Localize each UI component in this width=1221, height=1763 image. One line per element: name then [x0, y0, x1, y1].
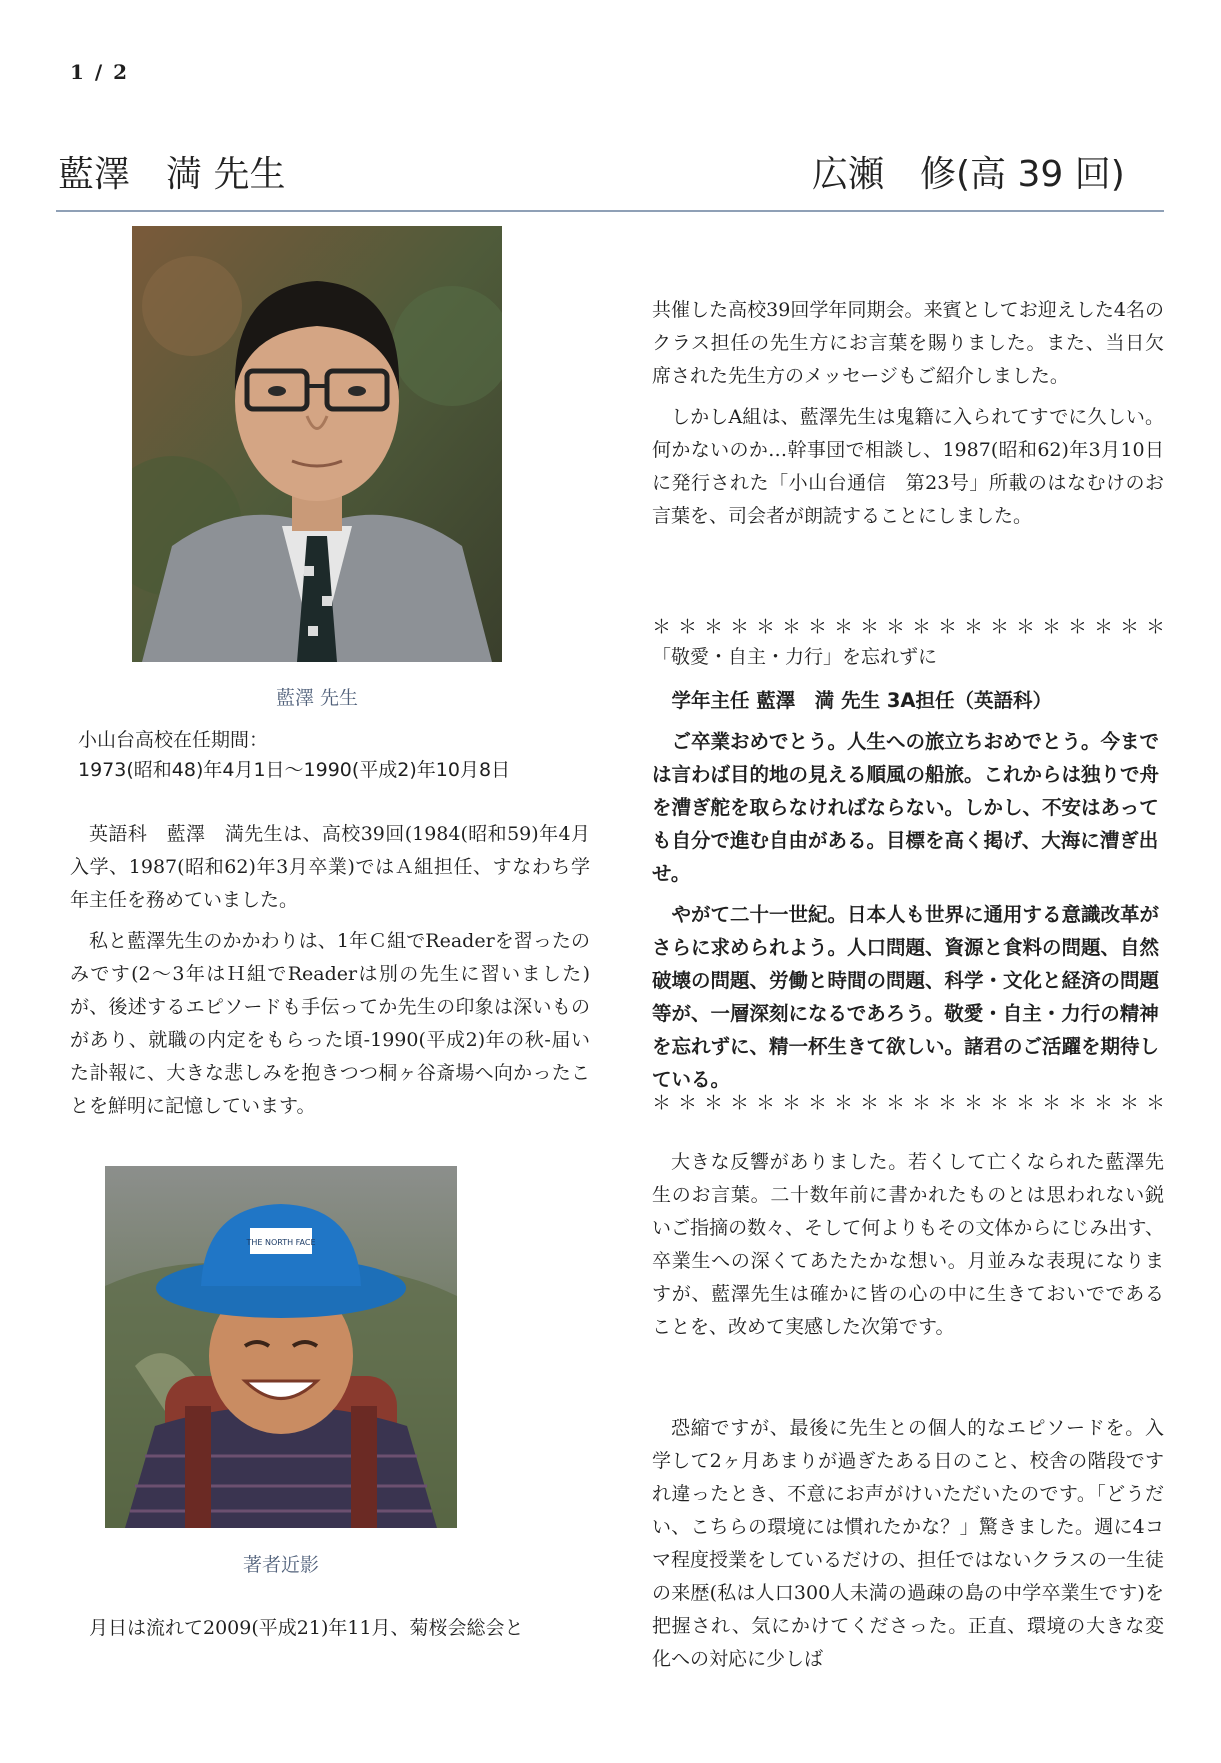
farewell-message: [652, 684, 1164, 1104]
paragraph-2009: 月日は流れて2009(平成21)年11月、菊桜会総会と: [89, 1617, 524, 1639]
author-portrait-photo: [105, 1166, 457, 1528]
star-divider-bottom: ＊＊＊＊＊＊＊＊＊＊＊＊＊＊＊＊＊＊＊＊: [652, 1092, 1173, 1114]
message-paragraph-1: ご卒業おめでとう。人生への旅立ちおめでとう。今までは言わば目的地の見える順風の船旅。これからは独りで舟を漕ぎ舵を取らなければならない。しかし、不安はあっても自分で進む自由がある。目標を高く掲げ、大海に漕ぎ出せ。: [652, 730, 1160, 885]
article-author: 広瀬 修(高 39 回): [812, 154, 1125, 195]
paragraph-reaction: 大きな反響がありました。若くして亡くなられた藍澤先生のお言葉。二十数年前に書かれたものとは思われない鋭いご指摘の数々、そして何よりもその文体からにじみ出す、卒業生への深くてあたたかな想い。月並みな表現になりますが、藍澤先生は確かに皆の心の中に生きておいでであることを、改めて実感した次第です。: [652, 1151, 1164, 1338]
paragraph-episode: 恐縮ですが、最後に先生との個人的なエピソードを。入学して2ヶ月あまりが過ぎたある日のこと、校舎の階段ですれ違ったとき、不意にお声がけいただいたのです。「どうだい、こちらの環境には慣れたかな？」驚きました。週に4コマ程度授業をしているだけの、担任ではないクラスの一生徒の来歴(私は人口300人未満の過疎の島の中学卒業生です)を把握され、気にかけてくださった。正直、環境の大きな変化への対応に少しば: [652, 1417, 1164, 1670]
tenure-label: 小山台高校在任期間：: [78, 729, 269, 751]
left-bottom-text: [70, 1612, 590, 1653]
article-title: 藍澤 満 先生: [58, 154, 286, 195]
header-divider: [56, 210, 1164, 212]
author-photo-caption: 著者近影: [242, 1554, 319, 1576]
left-body-text: [70, 818, 590, 1131]
page-number: 1 / 2: [70, 60, 130, 84]
tenure-dates: 1973(昭和48)年4月1日～1990(平成2)年10月8日: [78, 759, 511, 781]
teacher-portrait-photo: [132, 226, 502, 662]
teacher-photo-caption: 藍澤 先生: [275, 687, 359, 709]
tenure-info: [78, 725, 598, 785]
right-episode-text: [652, 1412, 1164, 1684]
message-title: 「敬愛・自主・力行」を忘れずに: [652, 646, 938, 668]
paragraph-reunion: 共催した高校39回学年同期会。来賓としてお迎えした4名のクラス担任の先生方にお言葉を賜りました。また、当日欠席された先生方のメッセージもご紹介しました。: [652, 299, 1164, 387]
star-divider-top: ＊＊＊＊＊＊＊＊＊＊＊＊＊＊＊＊＊＊＊＊: [652, 616, 1173, 638]
right-reaction-text: [652, 1146, 1164, 1352]
paragraph-a-class: しかしA組は、藍澤先生は鬼籍に入られてすでに久しい。何かないのか…幹事団で相談し、1987(昭和62)年3月10日に発行された「小山台通信 第23号」所載のはなむけのお言葉を、司会者が朗読することにしました。: [652, 406, 1164, 527]
hat-logo-text: THE NORTH FACE: [246, 1238, 316, 1247]
message-paragraph-2: やがて二十一世紀。日本人も世界に通用する意識改革がさらに求められよう。人口問題、資源と食料の問題、自然破壊の問題、労働と時間の問題、科学・文化と経済の問題等が、一層深刻になるであろう。敬愛・自主・力行の精神を忘れずに、精一杯生きて欲しい。諸君のご活躍を期待している。: [652, 903, 1160, 1091]
right-top-text: [652, 294, 1164, 541]
paragraph-intro: 英語科 藍澤 満先生は、高校39回(1984(昭和59)年4月入学、1987(昭和62)年3月卒業)ではＡ組担任、すなわち学年主任を務めていました。: [70, 823, 590, 911]
paragraph-relationship: 私と藍澤先生のかかわりは、1年Ｃ組でReaderを習ったのみです(2～3年はＨ組でReaderは別の先生に習いました)が、後述するエピソードも手伝ってか先生の印象は深いものがあり、就職の内定をもらった頃-1990(平成2)年の秋-届いた訃報に、大きな悲しみを抱きつつ桐ヶ谷斎場へ向かったことを鮮明に記憶しています。: [70, 930, 590, 1117]
message-teacher: 学年主任 藍澤 満 先生 3A担任（英語科）: [671, 689, 1053, 712]
